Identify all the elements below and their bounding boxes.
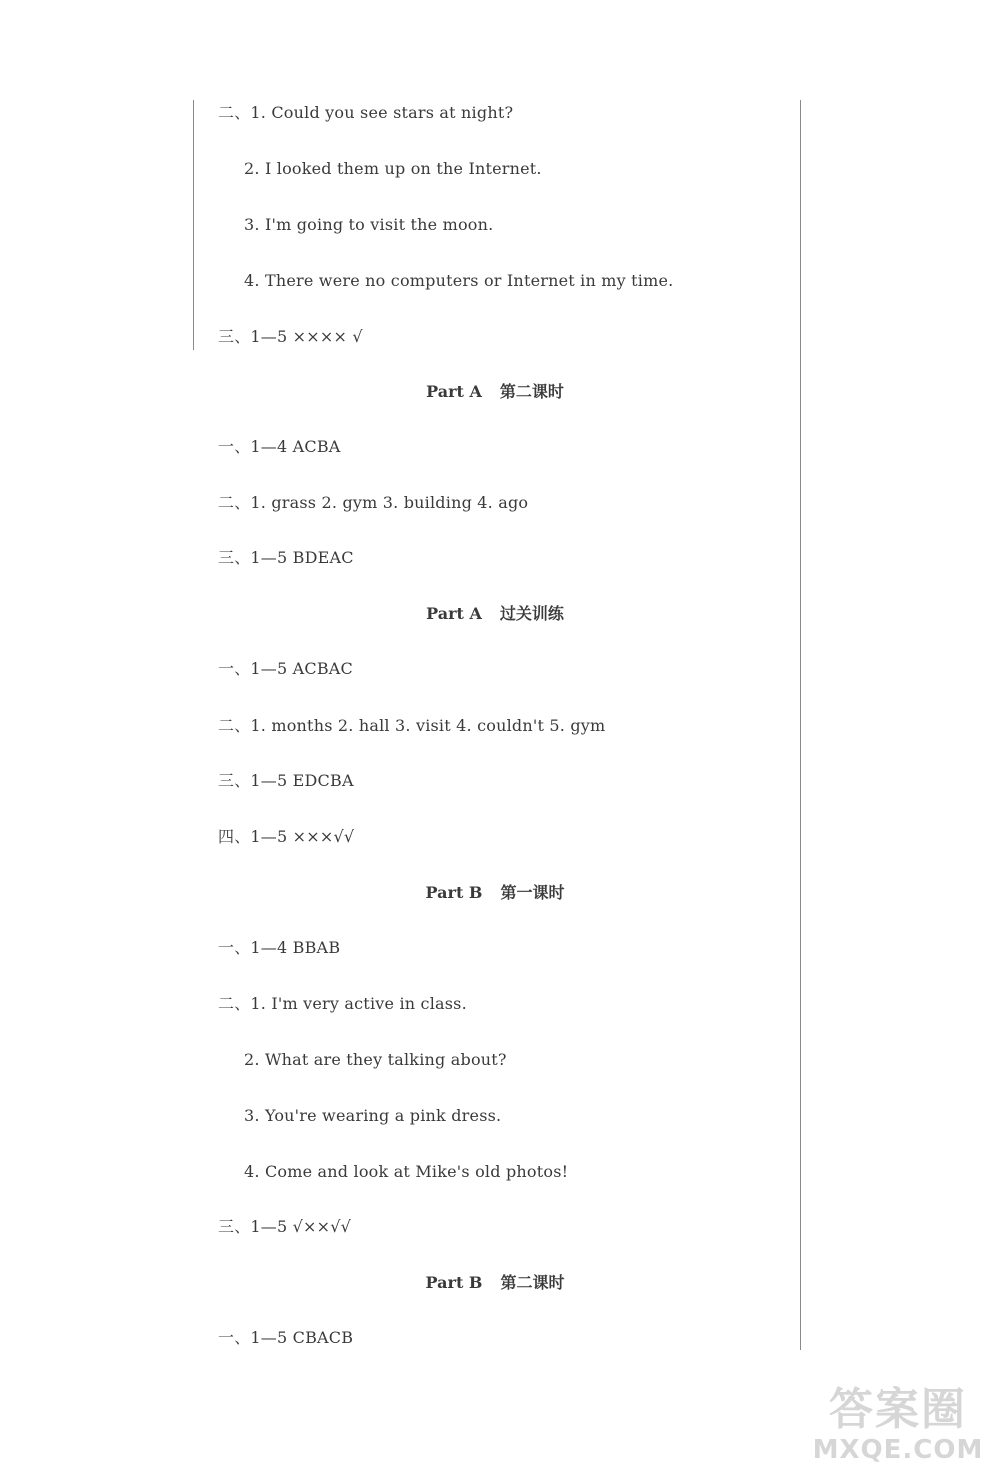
answer-line: 2. I looked them up on the Internet. bbox=[244, 159, 542, 178]
heading-title: 第一课时 bbox=[500, 883, 565, 902]
section-heading bbox=[0, 883, 990, 903]
watermark-logo bbox=[808, 1385, 988, 1465]
section-heading bbox=[0, 1273, 990, 1293]
answer-line: 三、1—5 ×××× √ bbox=[218, 327, 363, 346]
watermark-cn: 答案圈 bbox=[829, 1384, 967, 1435]
answer-line: 二、1. I'm very active in class. bbox=[218, 994, 467, 1013]
answer-line: 二、1. grass 2. gym 3. building 4. ago bbox=[218, 493, 529, 512]
answer-line: 4. Come and look at Mike's old photos! bbox=[244, 1162, 569, 1181]
answer-line: 3. I'm going to visit the moon. bbox=[244, 215, 494, 234]
answer-line: 一、1—4 ACBA bbox=[218, 437, 341, 456]
heading-part: Part A bbox=[426, 382, 482, 401]
right-margin-rule bbox=[800, 100, 801, 1350]
heading-part: Part B bbox=[425, 883, 483, 902]
section-heading bbox=[0, 382, 990, 402]
watermark-en: MXQE.COM bbox=[812, 1435, 984, 1465]
answer-line: 三、1—5 BDEAC bbox=[218, 548, 354, 567]
answer-line: 2. What are they talking about? bbox=[244, 1050, 507, 1069]
heading-title: 过关训练 bbox=[499, 604, 564, 623]
answer-line: 二、1. months 2. hall 3. visit 4. couldn't 5. gym bbox=[218, 716, 606, 735]
answer-line: 二、1. Could you see stars at night? bbox=[218, 103, 514, 122]
answer-line: 一、1—5 CBACB bbox=[218, 1328, 354, 1347]
answer-line: 一、1—4 BBAB bbox=[218, 938, 341, 957]
answer-line: 一、1—5 ACBAC bbox=[218, 659, 353, 678]
heading-title: 第二课时 bbox=[499, 382, 564, 401]
heading-part: Part B bbox=[425, 1273, 483, 1292]
answer-line: 4. There were no computers or Internet in my time. bbox=[244, 271, 674, 290]
heading-title: 第二课时 bbox=[500, 1273, 565, 1292]
answer-line: 三、1—5 √××√√ bbox=[218, 1217, 352, 1236]
answer-line: 3. You're wearing a pink dress. bbox=[244, 1106, 502, 1125]
section-heading bbox=[0, 604, 990, 624]
answer-line: 三、1—5 EDCBA bbox=[218, 771, 354, 790]
answer-line: 四、1—5 ×××√√ bbox=[218, 827, 355, 846]
heading-part: Part A bbox=[426, 604, 482, 623]
left-margin-rule bbox=[193, 100, 194, 350]
